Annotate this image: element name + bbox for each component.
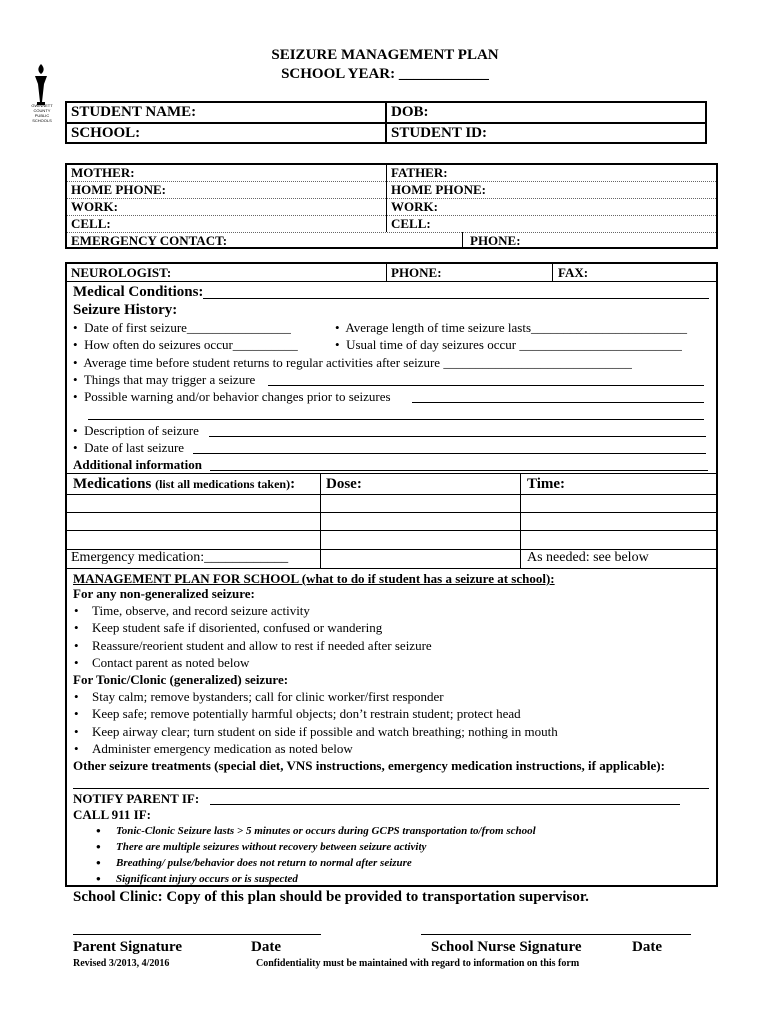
list-item: • There are multiple seizures without recovery between seizure activity xyxy=(70,839,536,855)
list-item: • Administer emergency medication as noted below xyxy=(70,740,558,757)
revised-date: Revised 3/2013, 4/2016 xyxy=(73,958,170,969)
tonic-clonic-heading: For Tonic/Clonic (generalized) seizure: xyxy=(73,672,289,687)
medical-conditions-field[interactable]: Medical Conditions: xyxy=(73,284,204,300)
warning-field[interactable]: • Possible warning and/or behavior changes prior to seizures xyxy=(73,389,391,404)
time-heading: Time: xyxy=(527,476,566,492)
how-often-field[interactable]: • How often do seizures occur__________ xyxy=(73,337,298,352)
father-home-phone-field[interactable]: HOME PHONE: xyxy=(391,182,486,197)
medication-row-2[interactable] xyxy=(65,530,718,531)
additional-info-field[interactable]: Additional information xyxy=(73,457,202,472)
mother-cell-field[interactable]: CELL: xyxy=(71,216,111,231)
emergency-phone-field[interactable]: PHONE: xyxy=(470,233,521,248)
father-work-field[interactable]: WORK: xyxy=(391,199,438,214)
logo-text: GWINNETT COUNTY PUBLIC SCHOOLS xyxy=(31,103,53,123)
triggers-field[interactable]: • Things that may trigger a seizure xyxy=(73,372,256,387)
nurse-date-label: Date xyxy=(632,939,662,955)
list-item: • Contact parent as noted below xyxy=(70,654,432,671)
description-field[interactable]: • Description of seizure xyxy=(73,423,199,438)
list-item: • Stay calm; remove bystanders; call for clinic worker/first responder xyxy=(70,688,558,705)
student-id-field[interactable]: STUDENT ID: xyxy=(391,125,487,141)
list-item: • Keep safe; remove potentially harmful objects; don’t restrain student; protect head xyxy=(70,705,558,722)
neurologist-phone-field[interactable]: PHONE: xyxy=(391,265,442,280)
call-911-list xyxy=(70,823,536,887)
school-year-field[interactable]: SCHOOL YEAR: ____________ xyxy=(281,66,489,82)
parent-signature-label: Parent Signature xyxy=(73,939,183,955)
mother-work-field[interactable]: WORK: xyxy=(71,199,118,214)
notify-parent-field[interactable]: NOTIFY PARENT IF: xyxy=(73,791,200,806)
school-field[interactable]: SCHOOL: xyxy=(71,125,141,141)
page-title: SEIZURE MANAGEMENT PLAN xyxy=(271,47,499,63)
list-item: • Time, observe, and record seizure activity xyxy=(70,602,432,619)
confidentiality-note: Confidentiality must be maintained with regard to information on this form xyxy=(256,958,580,969)
mother-home-phone-field[interactable]: HOME PHONE: xyxy=(71,182,166,197)
list-item: • Reassure/reorient student and allow to rest if needed after seizure xyxy=(70,637,432,654)
dose-heading: Dose: xyxy=(326,476,362,492)
mother-field[interactable]: MOTHER: xyxy=(71,165,135,180)
list-item: • Breathing/ pulse/behavior does not return to normal after seizure xyxy=(70,855,536,871)
father-field[interactable]: FATHER: xyxy=(391,165,448,180)
emergency-contact-field[interactable]: EMERGENCY CONTACT: xyxy=(71,233,228,248)
neurologist-field[interactable]: NEUROLOGIST: xyxy=(71,265,172,280)
management-plan-heading: MANAGEMENT PLAN FOR SCHOOL (what to do if student has a seizure at school): xyxy=(73,571,555,586)
tonic-clonic-list xyxy=(70,688,558,757)
avg-return-field[interactable]: • Average time before student returns to regular activities after seizure _____________________________ xyxy=(73,355,632,370)
other-treatments-field[interactable]: Other seizure treatments (special diet, VNS instructions, emergency medication instructions, if applicable): xyxy=(73,758,665,773)
clinic-note: School Clinic: Copy of this plan should be provided to transportation supervisor. xyxy=(73,889,589,905)
list-item: • Tonic-Clonic Seizure lasts > 5 minutes or occurs during GCPS transportation to/from school xyxy=(70,823,536,839)
avg-length-field[interactable]: • Average length of time seizure lasts________________________ xyxy=(335,320,688,335)
as-needed-text: As needed: see below xyxy=(527,550,649,565)
emergency-medication-field[interactable]: Emergency medication:____________ xyxy=(71,550,289,565)
student-name-field[interactable]: STUDENT NAME: xyxy=(71,104,197,120)
parent-signature-line[interactable] xyxy=(73,934,321,935)
nurse-signature-label: School Nurse Signature xyxy=(431,939,582,955)
non-generalized-heading: For any non-generalized seizure: xyxy=(73,586,255,601)
neurologist-fax-field[interactable]: FAX: xyxy=(558,265,589,280)
medication-row-1[interactable] xyxy=(65,512,718,513)
parent-date-label: Date xyxy=(251,939,281,955)
dob-field[interactable]: DOB: xyxy=(391,104,429,120)
medications-heading: Medications (list all medications taken): xyxy=(73,476,296,492)
call-911-heading: CALL 911 IF: xyxy=(73,807,152,822)
seizure-history-heading: Seizure History: xyxy=(73,302,178,318)
list-item: • Keep student safe if disoriented, confused or wandering xyxy=(70,619,432,636)
list-item: • Keep airway clear; turn student on side if possible and watch breathing; nothing in mouth xyxy=(70,723,558,740)
first-seizure-field[interactable]: • Date of first seizure________________ xyxy=(73,320,291,335)
father-cell-field[interactable]: CELL: xyxy=(391,216,431,231)
non-generalized-list xyxy=(70,602,432,671)
nurse-signature-line[interactable] xyxy=(421,934,691,935)
last-seizure-field[interactable]: • Date of last seizure xyxy=(73,440,185,455)
usual-time-field[interactable]: • Usual time of day seizures occur _________________________ xyxy=(335,337,682,352)
list-item: • Significant injury occurs or is suspected xyxy=(70,871,536,887)
